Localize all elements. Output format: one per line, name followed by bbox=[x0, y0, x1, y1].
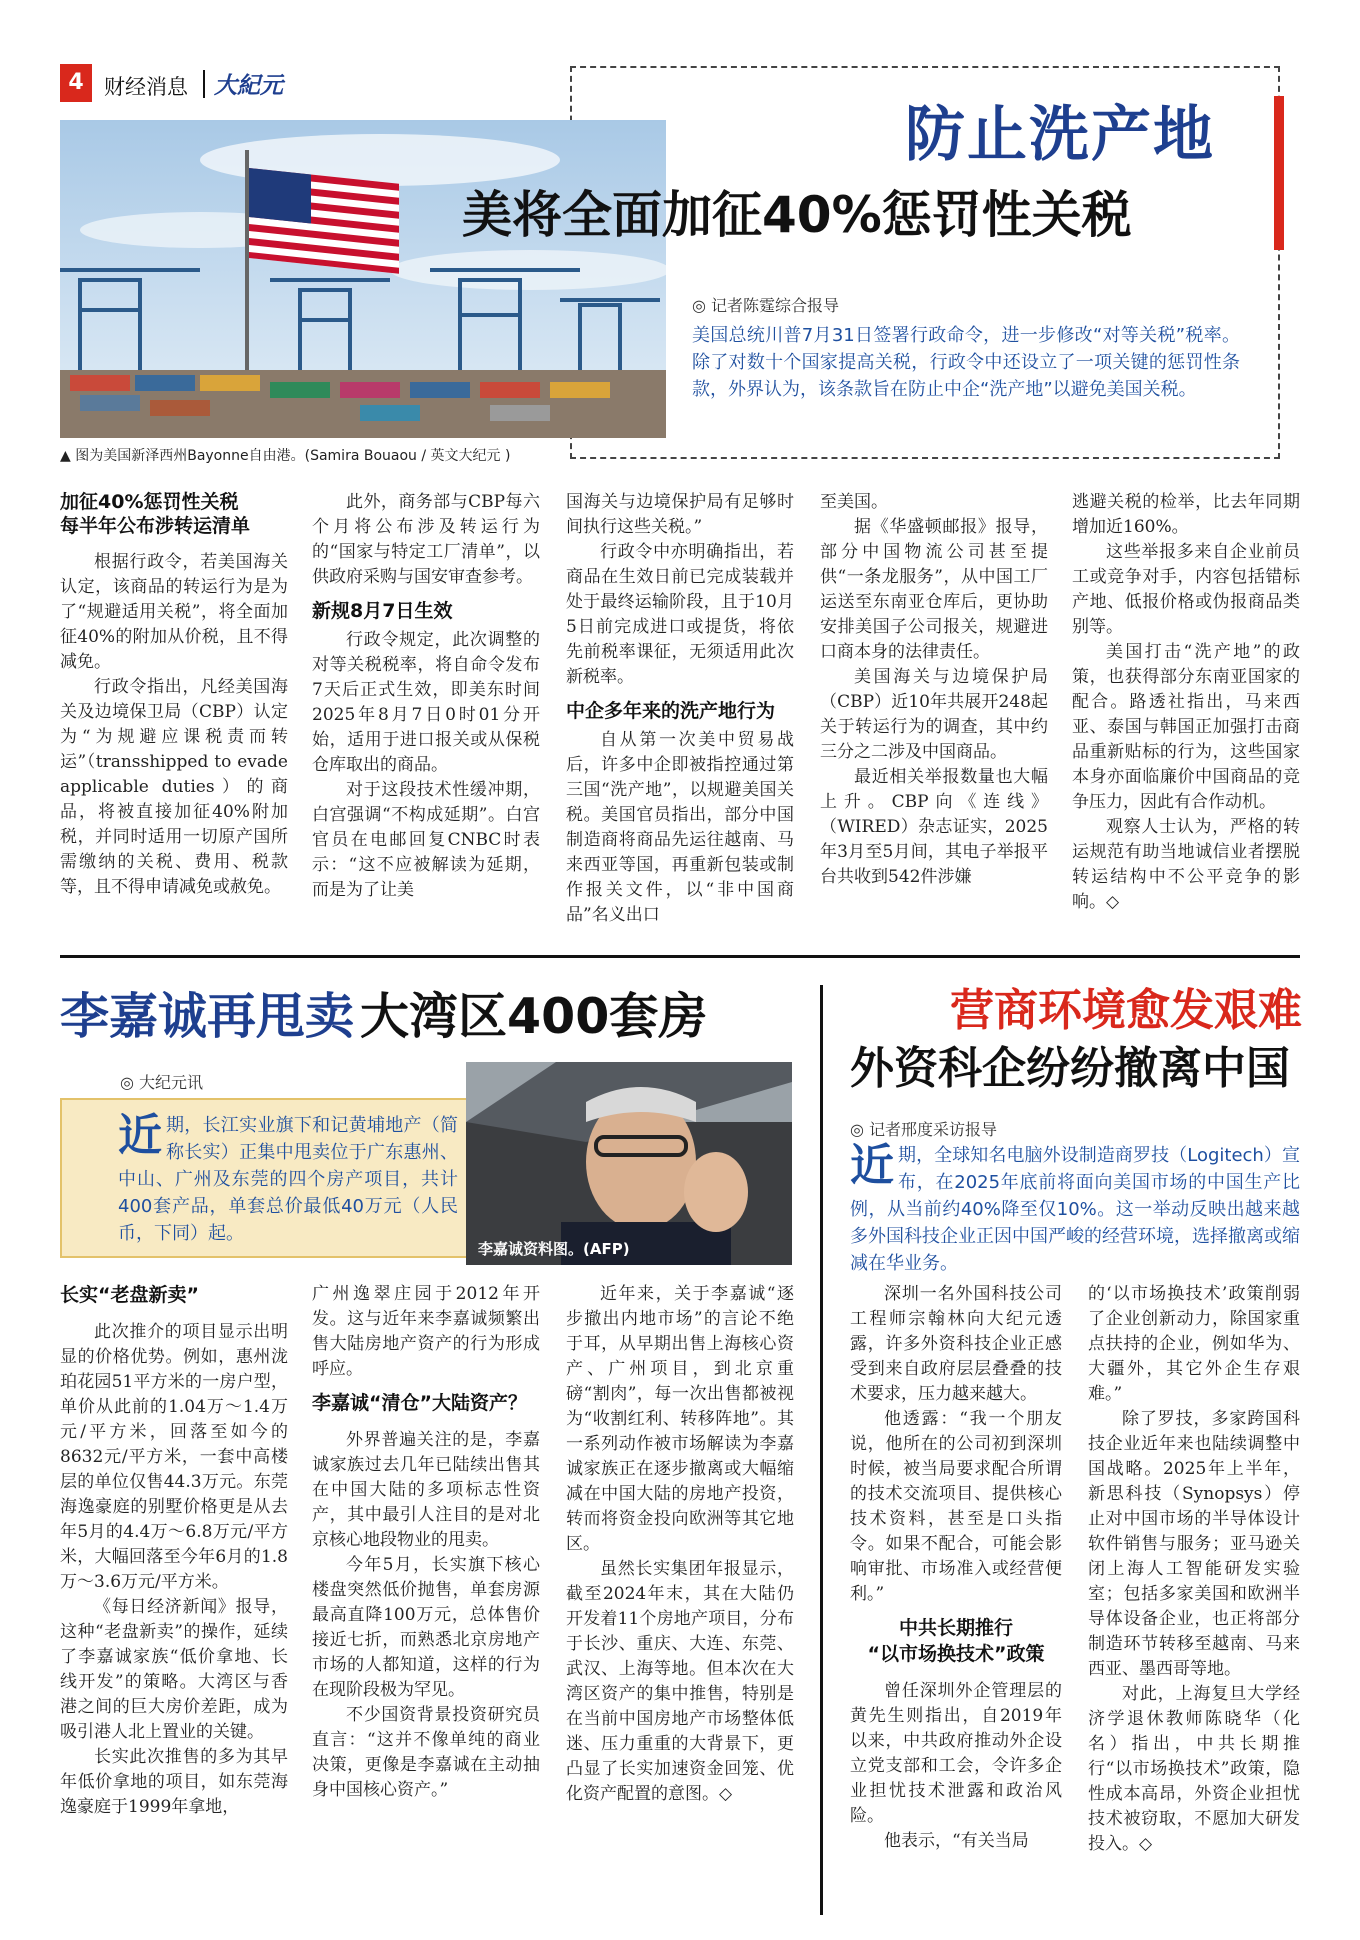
byline-icon: ◎ bbox=[850, 1120, 870, 1139]
paragraph: 曾任深圳外企管理层的黄先生则指出，自2019年以来，中共政府推动外企设立党支部和工会，令许多企业担忧技术泄露和政治风险。 bbox=[850, 1681, 1062, 1826]
top-headline-1: 防止洗产地 bbox=[905, 100, 1215, 170]
drop-cap: 近 bbox=[118, 1110, 162, 1161]
story2-lede: 近期，长江实业旗下和记黄埔地产（简称长实）正集中甩卖位于广东惠州、中山、广州及东莞的四个房产项目，共计400套产品，单套总价最低40万元（人民币，下同）起。 bbox=[118, 1110, 458, 1244]
top-col-2 bbox=[312, 490, 540, 935]
paragraph: 此外，商务部与CBP每六个月将公布涉及转运行为的“国家与特定工厂清单”，以供政府采购与国安审查参考。 bbox=[312, 492, 540, 587]
story3-col-1 bbox=[850, 1282, 1062, 1912]
paragraph: 深圳一名外国科技公司工程师宗翰林向大纪元透露，许多外资科技企业正感受到来自政府层层叠叠的技术要求，压力越来越大。 bbox=[850, 1284, 1062, 1404]
page-number-badge: 4 bbox=[60, 64, 92, 102]
section-divider bbox=[60, 955, 1300, 958]
top-col1-subhead: 加征40%惩罚性关税 每半年公布涉转运清单 bbox=[60, 491, 251, 537]
paragraph: 美国海关与边境保护局（CBP）近10年共展开248起关于转运行为的调查，其中约三分之二涉及中国商品。 bbox=[820, 667, 1048, 762]
paragraph: 除了罗技，多家跨国科技企业近年来也陆续调整中国战略。2025年上半年，新思科技（Synopsys）停止对中国市场的半导体设计软件销售与服务；亚马逊关闭上海人工智能研发实验室；包括多家美国和欧洲半导体设备企业，也正将部分制造环节转移至越南、马来西亚、墨西哥等地。 bbox=[1088, 1409, 1300, 1679]
paragraph: 他表示，“有关当局 bbox=[884, 1831, 1029, 1851]
story3-col1-subhead: 中共长期推行 “以市场换技术”政策 bbox=[867, 1617, 1045, 1665]
paragraph: 近年来，关于李嘉诚“逐步撤出内地市场”的言论不绝于耳，从早期出售上海核心资产、广州项目，到北京重磅“割肉”，每一次出售都被视为“收割红利、转移阵地”。其一系列动作被市场解读为李嘉诚家族正在逐步撤离或大幅缩减在中国大陆的房地产投资，转而将资金投向欧洲等其它地区。 bbox=[566, 1284, 794, 1554]
paragraph: 至美国。 bbox=[820, 492, 888, 512]
section-label: 财经消息 bbox=[104, 75, 188, 99]
story3-headline-red: 营商环境愈发艰难 bbox=[950, 985, 1302, 1036]
paragraph: 最近相关举报数量也大幅上升。CBP向《连线》（WIRED）杂志证实，2025年3月至5月间，其电子举报平台共收到542件涉嫌 bbox=[820, 767, 1048, 887]
top-col-1 bbox=[60, 490, 288, 935]
paragraph: 广州逸翠庄园于2012年开发。这与近年来李嘉诚频繁出售大陆房地产资产的行为形成呼应。 bbox=[312, 1284, 540, 1379]
story3-byline: ◎ 记者邢度采访报导 bbox=[850, 1120, 998, 1139]
top-byline: ◎ 记者陈霆综合报导 bbox=[692, 296, 840, 315]
paragraph: 这些举报多来自企业前员工或竞争对手，内容包括错标产地、低报价格或伪报商品类别等。 bbox=[1072, 542, 1300, 637]
paragraph: 虽然长实集团年报显示，截至2024年末，其在大陆仍开发着11个房地产项目，分布于长沙、重庆、大连、东莞、武汉、上海等地。但本次在大湾区资产的集中推售，特别是在当前中国房地产市场整体低迷、压力重重的大背景下，更凸显了长实加速资金回笼、优化资产配置的意图。◇ bbox=[566, 1559, 794, 1804]
paragraph: 行政令规定，此次调整的对等关税税率，将自命令发布7天后正式生效，即美东时间2025年8月7日0时01分开始，适用于进口报关或从保税仓库取出的商品。 bbox=[312, 630, 540, 775]
byline-icon: ◎ bbox=[692, 296, 712, 315]
masthead-logo: 大紀元 bbox=[214, 72, 283, 99]
paragraph: 今年5月，长实旗下核心楼盘突然低价抛售，单套房源最高直降100万元，总体售价接近七折，而熟悉北京房地产市场的人都知道，这样的行为在现阶段极为罕见。 bbox=[312, 1555, 540, 1700]
paragraph: 行政令指出，凡经美国海关及边境保卫局（CBP）认定为“为规避应课税责而转运”（transshipped to evade applicable duties）的商品，将被直接加征40%附加税，并同时适用一切原产国所需缴纳的关税、费用、税款等，且不得申请减免或赦免。 bbox=[60, 677, 288, 897]
paragraph: 此次推介的项目显示出明显的价格优势。例如，惠州泷珀花园51平方米的一房户型，单价从此前的1.04万～1.4万元/平方米，回落至如今的8632元/平方米，一套中高楼层的单位仅售44.3万元。东莞海逸豪庭的别墅价格更是从去年5月的4.4万～6.8万元/平方米，大幅回落至今年6月的1.8万～3.6万元/平方米。 bbox=[60, 1322, 288, 1592]
paragraph: 不少国资背景投资研究员直言：“这并不像单纯的商业决策，更像是李嘉诚在主动抽身中国核心资产。” bbox=[312, 1705, 540, 1800]
paragraph: 自从第一次美中贸易战后，许多中企即被指控通过第三国“洗产地”，以规避美国关税。美国官员指出，部分中国制造商将商品先运往越南、马来西亚等国，再重新包装或制作报关文件，以“非中国商品”名义出口 bbox=[566, 730, 794, 925]
paragraph: 行政令中亦明确指出，若商品在生效日前已完成装载并处于最终运输阶段，且于10月5日前完成进口或提货，将依先前税率课征，无须适用此次新税率。 bbox=[566, 542, 794, 687]
top-lede: 美国总统川普7月31日签署行政命令，进一步修改“对等关税”税率。除了对数十个国家提高关税，行政令中还设立了一项关键的惩罚性条款，外界认为，该条款旨在防止中企“洗产地”以避免美国关税。 bbox=[692, 325, 1240, 400]
top-headline-2: 美将全面加征40%惩罚性关税 bbox=[462, 186, 1132, 244]
port-photo bbox=[60, 120, 666, 438]
paragraph: 逃避关税的检举，比去年同期增加近160%。 bbox=[1072, 492, 1300, 537]
story2-headline: 李嘉诚再甩卖 大湾区400套房 bbox=[60, 988, 708, 1045]
top-col2-subhead: 新规8月7日生效 bbox=[312, 600, 453, 622]
header-divider bbox=[203, 70, 205, 98]
paragraph: 外界普遍关注的是，李嘉诚家族过去几年已陆续出售其在中国大陆的多项标志性资产，其中最引人注目的是对北京核心地段物业的甩卖。 bbox=[312, 1430, 540, 1550]
story2-col1-subhead: 长实“老盘新卖” bbox=[60, 1284, 199, 1306]
story3-lede: 近期，全球知名电脑外设制造商罗技（Logitech）宣布，在2025年底前将面向美国市场的中国生产比例，从当前约40%降至仅10%。这一举动反映出越来越多外国科技企业正因中国严峻的经营环境，选择撤离或缩减在华业务。 bbox=[850, 1140, 1300, 1274]
story2-col2-subhead: 李嘉诚“清仓”大陆资产？ bbox=[312, 1392, 527, 1414]
paragraph: 的‘以市场换技术’政策削弱了企业创新动力，除国家重点扶持的企业，例如华为、大疆外，其它外企生存艰难。” bbox=[1088, 1284, 1300, 1404]
li-photo-caption: 李嘉诚资料图。(AFP) bbox=[478, 1240, 630, 1258]
byline-icon: ◎ bbox=[120, 1073, 140, 1092]
top-col-3 bbox=[566, 490, 794, 935]
paragraph: 国海关与边境保护局有足够时间执行这些关税。” bbox=[566, 492, 794, 537]
story2-col-1 bbox=[60, 1282, 288, 1912]
story2-col-3 bbox=[566, 1282, 794, 1912]
li-photo bbox=[466, 1062, 792, 1265]
paragraph: 观察人士认为，严格的转运规范有助当地诚信业者摆脱转运结构中不公平竞争的影响。◇ bbox=[1072, 817, 1300, 912]
story3-headline-black: 外资科企纷纷撤离中国 bbox=[850, 1043, 1290, 1094]
paragraph: 据《华盛顿邮报》报导，部分中国物流公司甚至提供“一条龙服务”，从中国工厂运送至东南亚仓库后，更协助安排美国子公司报关，规避进口商本身的法律责任。 bbox=[820, 517, 1048, 662]
paragraph: 长实此次推售的多为其早年低价拿地的项目，如东莞海逸豪庭于1999年拿地， bbox=[60, 1747, 288, 1817]
story2-col-2 bbox=[312, 1282, 540, 1912]
paragraph: 对此，上海复旦大学经济学退休教师陈晓华（化名）指出，中共长期推行“以市场换技术”政策，隐性成本高昂，外资企业担忧技术被窃取，不愿加大研发投入。◇ bbox=[1088, 1684, 1300, 1854]
paragraph: 他透露：“我一个朋友说，他所在的公司初到深圳时候，被当局要求配合所谓的技术交流项目、提供核心技术资料，甚至是口头指令。如果不配合，可能会影响审批、市场准入或经营便利。” bbox=[850, 1409, 1062, 1604]
drop-cap: 近 bbox=[850, 1140, 894, 1191]
story2-byline: ◎ 大纪元讯 bbox=[120, 1073, 204, 1092]
top-col3-subhead: 中企多年来的洗产地行为 bbox=[566, 700, 776, 722]
story3-col-2 bbox=[1088, 1282, 1300, 1912]
paragraph: 对于这段技术性缓冲期，白宫强调“不构成延期”。白宫官员在电邮回复CNBC时表示：“这不应被解读为延期，而是为了让美 bbox=[312, 780, 540, 900]
headline-accent-bar bbox=[1274, 96, 1284, 250]
paragraph: 根据行政令，若美国海关认定，该商品的转运行为是为了“规避适用关税”，将全面加征40%的附加从价税，且不得减免。 bbox=[60, 552, 288, 672]
top-col-4 bbox=[820, 490, 1048, 935]
paragraph: 《每日经济新闻》报导，这种“老盘新卖”的操作，延续了李嘉诚家族“低价拿地、长线开发”的策略。大湾区与香港之间的巨大房价差距，成为吸引港人北上置业的关键。 bbox=[60, 1597, 288, 1742]
top-col-5 bbox=[1072, 490, 1300, 935]
photo-caption: ▲ 图为美国新泽西州Bayonne自由港。(Samira Bouaou / 英文大纪元 ) bbox=[60, 448, 511, 464]
paragraph: 美国打击“洗产地”的政策，也获得部分东南亚国家的配合。路透社指出，马来西亚、泰国与韩国正加强打击商品重新贴标的行为，这些国家本身亦面临廉价中国商品的竞争压力，因此有合作动机。 bbox=[1072, 642, 1300, 812]
column-divider bbox=[820, 985, 823, 1915]
